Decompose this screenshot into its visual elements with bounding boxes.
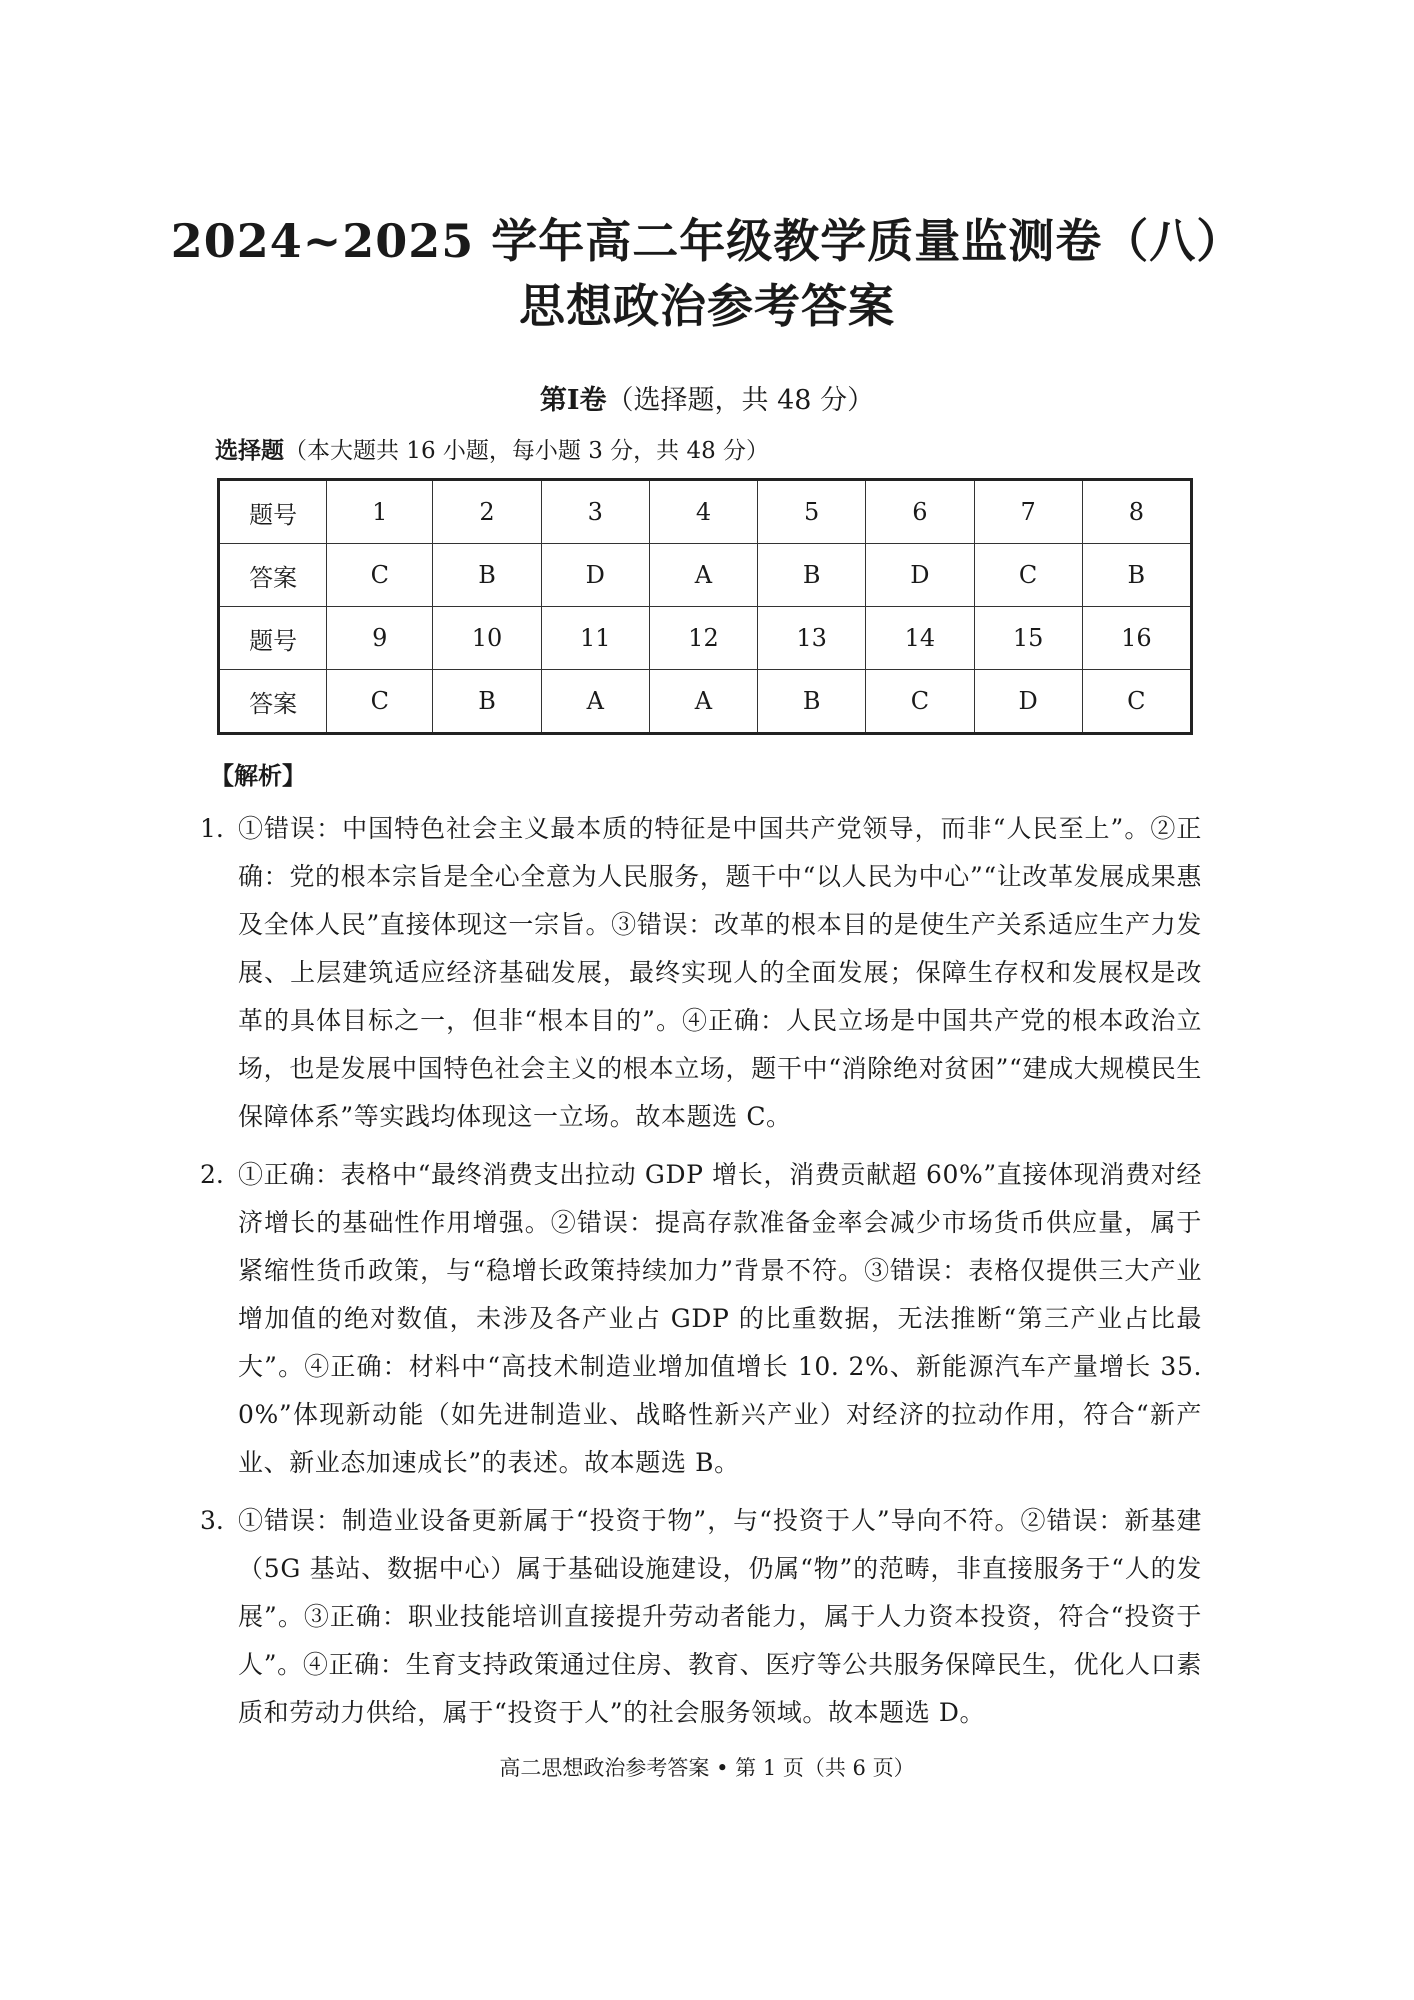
analysis-item-text: ①错误：制造业设备更新属于“投资于物”，与“投资于人”导向不符。②错误：新基建（5G 基站、数据中心）属于基础设施建设，仍属“物”的范畴，非直接服务于“人的发展”。③正确：职业技能培训直接提升劳动者能力，属于人力资本投资，符合“投资于人”。④正确：生育支持政策通过住房、教育、医疗等公共服务保障民生，优化人口素质和劳动力供给，属于“投资于人”的社会服务领域。故本题选 D。 [238, 1506, 1202, 1727]
table-cell: B [758, 544, 866, 607]
table-cell: A [649, 544, 757, 607]
table-row [219, 670, 1192, 734]
document-subtitle: 思想政治参考答案 [519, 279, 895, 333]
table-cell: 15 [974, 607, 1082, 670]
analysis-item [200, 1497, 1202, 1737]
section-title-rest: （选择题，共 48 分） [606, 385, 875, 416]
table-cell: 10 [433, 607, 541, 670]
table-cell: 9 [327, 607, 433, 670]
table-cell: C [1082, 670, 1191, 734]
instruction-rest: （本大题共 16 小题，每小题 3 分，共 48 分） [284, 438, 770, 464]
analysis-item-number: 1. [200, 814, 224, 843]
analysis-item [200, 805, 1202, 1141]
table-cell: B [758, 670, 866, 734]
analysis-heading: 【解析】 [210, 761, 306, 790]
table-cell: C [974, 544, 1082, 607]
table-cell: 6 [866, 480, 974, 544]
section-instruction [215, 432, 769, 465]
table-cell: A [541, 670, 649, 734]
instruction-bold: 选择题 [215, 437, 284, 464]
table-cell: 12 [649, 607, 757, 670]
table-cell: 4 [649, 480, 757, 544]
answer-table [217, 478, 1193, 735]
document-title: 2024~2025 学年高二年级教学质量监测卷（八） [170, 214, 1244, 268]
section-title-bold: 第Ⅰ卷 [539, 385, 607, 416]
row-label: 答案 [219, 670, 327, 734]
page-footer: 高二思想政治参考答案 • 第 1 页（共 6 页） [499, 1756, 915, 1780]
table-cell: B [1082, 544, 1191, 607]
table-cell: C [866, 670, 974, 734]
analysis-item [200, 1151, 1202, 1487]
analysis-item-number: 3. [200, 1506, 224, 1535]
table-cell: 16 [1082, 607, 1191, 670]
table-cell: 7 [974, 480, 1082, 544]
table-cell: B [433, 670, 541, 734]
table-cell: D [974, 670, 1082, 734]
table-cell: D [541, 544, 649, 607]
table-row [219, 480, 1192, 544]
table-cell: B [433, 544, 541, 607]
table-cell: 13 [758, 607, 866, 670]
table-cell: C [327, 544, 433, 607]
table-row [219, 607, 1192, 670]
table-cell: 1 [327, 480, 433, 544]
section-title [0, 378, 1414, 417]
table-cell: 3 [541, 480, 649, 544]
analysis-list [200, 805, 1202, 1747]
table-cell: 11 [541, 607, 649, 670]
row-label: 答案 [219, 544, 327, 607]
row-label: 题号 [219, 480, 327, 544]
table-cell: 5 [758, 480, 866, 544]
table-cell: C [327, 670, 433, 734]
table-cell: A [649, 670, 757, 734]
analysis-item-text: ①错误：中国特色社会主义最本质的特征是中国共产党领导，而非“人民至上”。②正确：党的根本宗旨是全心全意为人民服务，题干中“以人民为中心”“让改革发展成果惠及全体人民”直接体现这一宗旨。③错误：改革的根本目的是使生产关系适应生产力发展、上层建筑适应经济基础发展，最终实现人的全面发展；保障生存权和发展权是改革的具体目标之一，但非“根本目的”。④正确：人民立场是中国共产党的根本政治立场，也是发展中国特色社会主义的根本立场，题干中“消除绝对贫困”“建成大规模民生保障体系”等实践均体现这一立场。故本题选 C。 [238, 814, 1202, 1131]
table-cell: 2 [433, 480, 541, 544]
table-row [219, 544, 1192, 607]
table-cell: 8 [1082, 480, 1191, 544]
row-label: 题号 [219, 607, 327, 670]
analysis-item-number: 2. [200, 1160, 224, 1189]
table-cell: 14 [866, 607, 974, 670]
analysis-item-text: ①正确：表格中“最终消费支出拉动 GDP 增长，消费贡献超 60%”直接体现消费对经济增长的基础性作用增强。②错误：提高存款准备金率会减少市场货币供应量，属于紧缩性货币政策，与“稳增长政策持续加力”背景不符。③错误：表格仅提供三大产业增加值的绝对数值，未涉及各产业占 GDP 的比重数据，无法推断“第三产业占比最大”。④正确：材料中“高技术制造业增加值增长 10. 2%、新能源汽车产量增长 35. 0%”体现新动能（如先进制造业、战略性新兴产业）对经济的拉动作用，符合“新产业、新业态加速成长”的表述。故本题选 B。 [238, 1160, 1202, 1477]
table-cell: D [866, 544, 974, 607]
